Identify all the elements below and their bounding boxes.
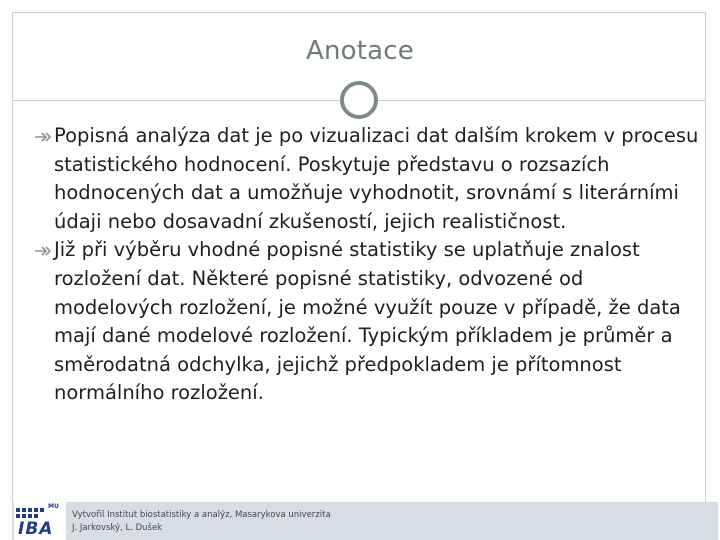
slide-content bbox=[34, 122, 699, 408]
logo-text: IBA bbox=[18, 519, 54, 539]
slide-title: Anotace bbox=[306, 36, 414, 66]
logo-small-text: MU bbox=[48, 503, 59, 510]
footer-credit: Vytvořil Institut biostatistiky a analýz, Masarykova univerzita bbox=[72, 510, 331, 520]
iba-logo bbox=[14, 502, 66, 540]
bullet-item bbox=[34, 236, 699, 408]
bullet-text: Již při výběru vhodné popisné statistiky se uplatňuje znalost rozložení dat. Některé popisné statistiky, odvozené od modelových rozložení, je možné využít pouze v případě, že data mají dané modelové rozložení. Typickým příkladem je průměr a směrodatná odchylka, jejichž předpokladem je přítomnost normálního rozložení. bbox=[54, 238, 681, 405]
footer-bar bbox=[12, 502, 718, 540]
bullet-text: Popisná analýza dat je po vizualizaci dat dalším krokem v procesu statistického hodnocení. Poskytuje představu o rozsazích hodnocených dat a umožňuje vyhodnotit, srovnámí s literárními údaji nebo dosavadní zkušeností, jejich realističnost. bbox=[54, 124, 699, 233]
bullet-arrow-icon bbox=[34, 245, 52, 257]
bullet-arrow-icon bbox=[34, 131, 52, 143]
bullet-item bbox=[34, 122, 699, 236]
footer-authors: J. Jarkovský, L. Dušek bbox=[72, 523, 163, 533]
circle-ornament-icon bbox=[340, 81, 378, 119]
